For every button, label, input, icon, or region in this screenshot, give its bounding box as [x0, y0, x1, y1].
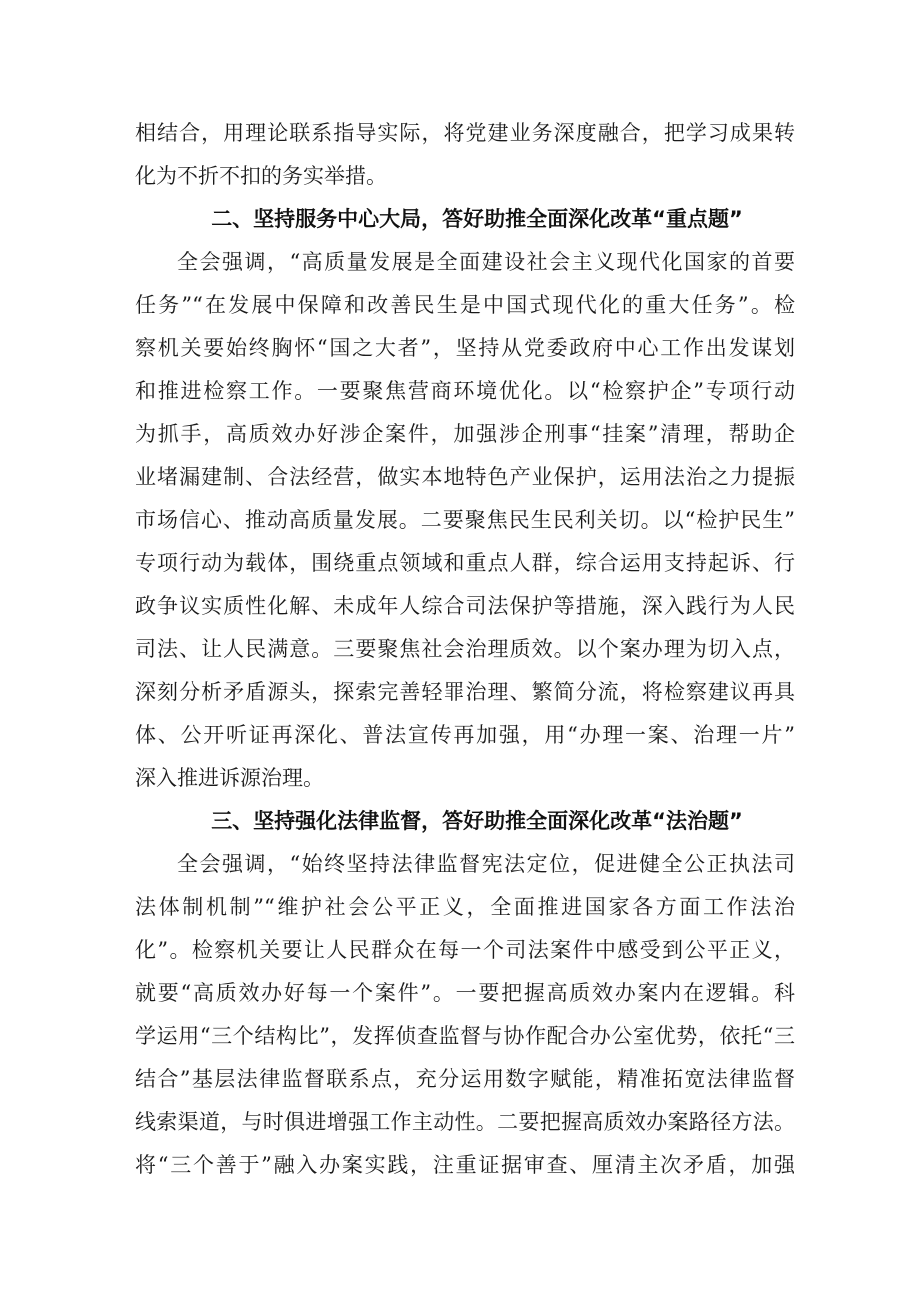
paragraph-line: 全会强调，“始终坚持法律监督宪法定位，促进健全公正执法司 — [177, 852, 795, 876]
paragraph-line: 体、公开听证再深化、普法宣传再加强，用“办理一案、治理一片” — [135, 723, 795, 747]
paragraph-line: 线索渠道，与时俱进增强工作主动性。二要把握高质效办案路径方法。 — [135, 1110, 795, 1134]
paragraph-line: 结合”基层法律监督联系点，充分运用数字赋能，精准拓宽法律监督 — [135, 1067, 795, 1091]
paragraph-line: 专项行动为载体，围绕重点领域和重点人群，综合运用支持起诉、行 — [135, 551, 795, 575]
document-body — [135, 112, 795, 1187]
paragraph-line: 学运用“三个结构比”，发挥侦查监督与协作配合办公室优势，依托“三 — [135, 1024, 795, 1048]
paragraph-line: 化”。检察机关要让人民群众在每一个司法案件中感受到公平正义， — [135, 938, 795, 962]
paragraph-line: 政争议实质性化解、未成年人综合司法保护等措施，深入践行为人民 — [135, 594, 795, 618]
paragraph-line: 司法、让人民满意。三要聚焦社会治理质效。以个案办理为切入点， — [135, 637, 795, 661]
paragraph-line: 业堵漏建制、合法经营，做实本地特色产业保护，运用法治之力提振 — [135, 465, 795, 489]
paragraph-line: 深刻分析矛盾源头，探索完善轻罪治理、繁简分流，将检察建议再具 — [135, 680, 795, 704]
paragraph-line: 就要“高质效办好每一个案件”。一要把握高质效办案内在逻辑。科 — [135, 981, 795, 1005]
paragraph-line: 法体制机制”“维护社会公平正义，全面推进国家各方面工作法治 — [135, 895, 795, 919]
paragraph-line: 任务”“在发展中保障和改善民生是中国式现代化的重大任务”。检 — [135, 293, 795, 317]
paragraph-line: 深入推进诉源治理。 — [135, 766, 324, 790]
paragraph-line: 市场信心、推动高质量发展。二要聚焦民生民利关切。以“检护民生” — [135, 508, 795, 532]
paragraph-line: 化为不折不扣的务实举措。 — [135, 164, 387, 188]
paragraph-line: 察机关要始终胸怀“国之大者”，坚持从党委政府中心工作出发谋划 — [135, 336, 795, 360]
paragraph-line: 相结合，用理论联系指导实际，将党建业务深度融合，把学习成果转 — [135, 121, 795, 145]
section-heading-3: 三、坚持强化法律监督，答好助推全面深化改革“法治题” — [211, 809, 743, 833]
section-heading-2: 二、坚持服务中心大局，答好助推全面深化改革“重点题” — [211, 207, 743, 231]
paragraph-line: 全会强调，“高质量发展是全面建设社会主义现代化国家的首要 — [177, 250, 795, 274]
paragraph-line: 为抓手，高质效办好涉企案件，加强涉企刑事“挂案”清理，帮助企 — [135, 422, 795, 446]
paragraph-line: 将“三个善于”融入办案实践，注重证据审查、厘清主次矛盾，加强 — [135, 1153, 795, 1177]
paragraph-line: 和推进检察工作。一要聚焦营商环境优化。以“检察护企”专项行动 — [135, 379, 795, 403]
